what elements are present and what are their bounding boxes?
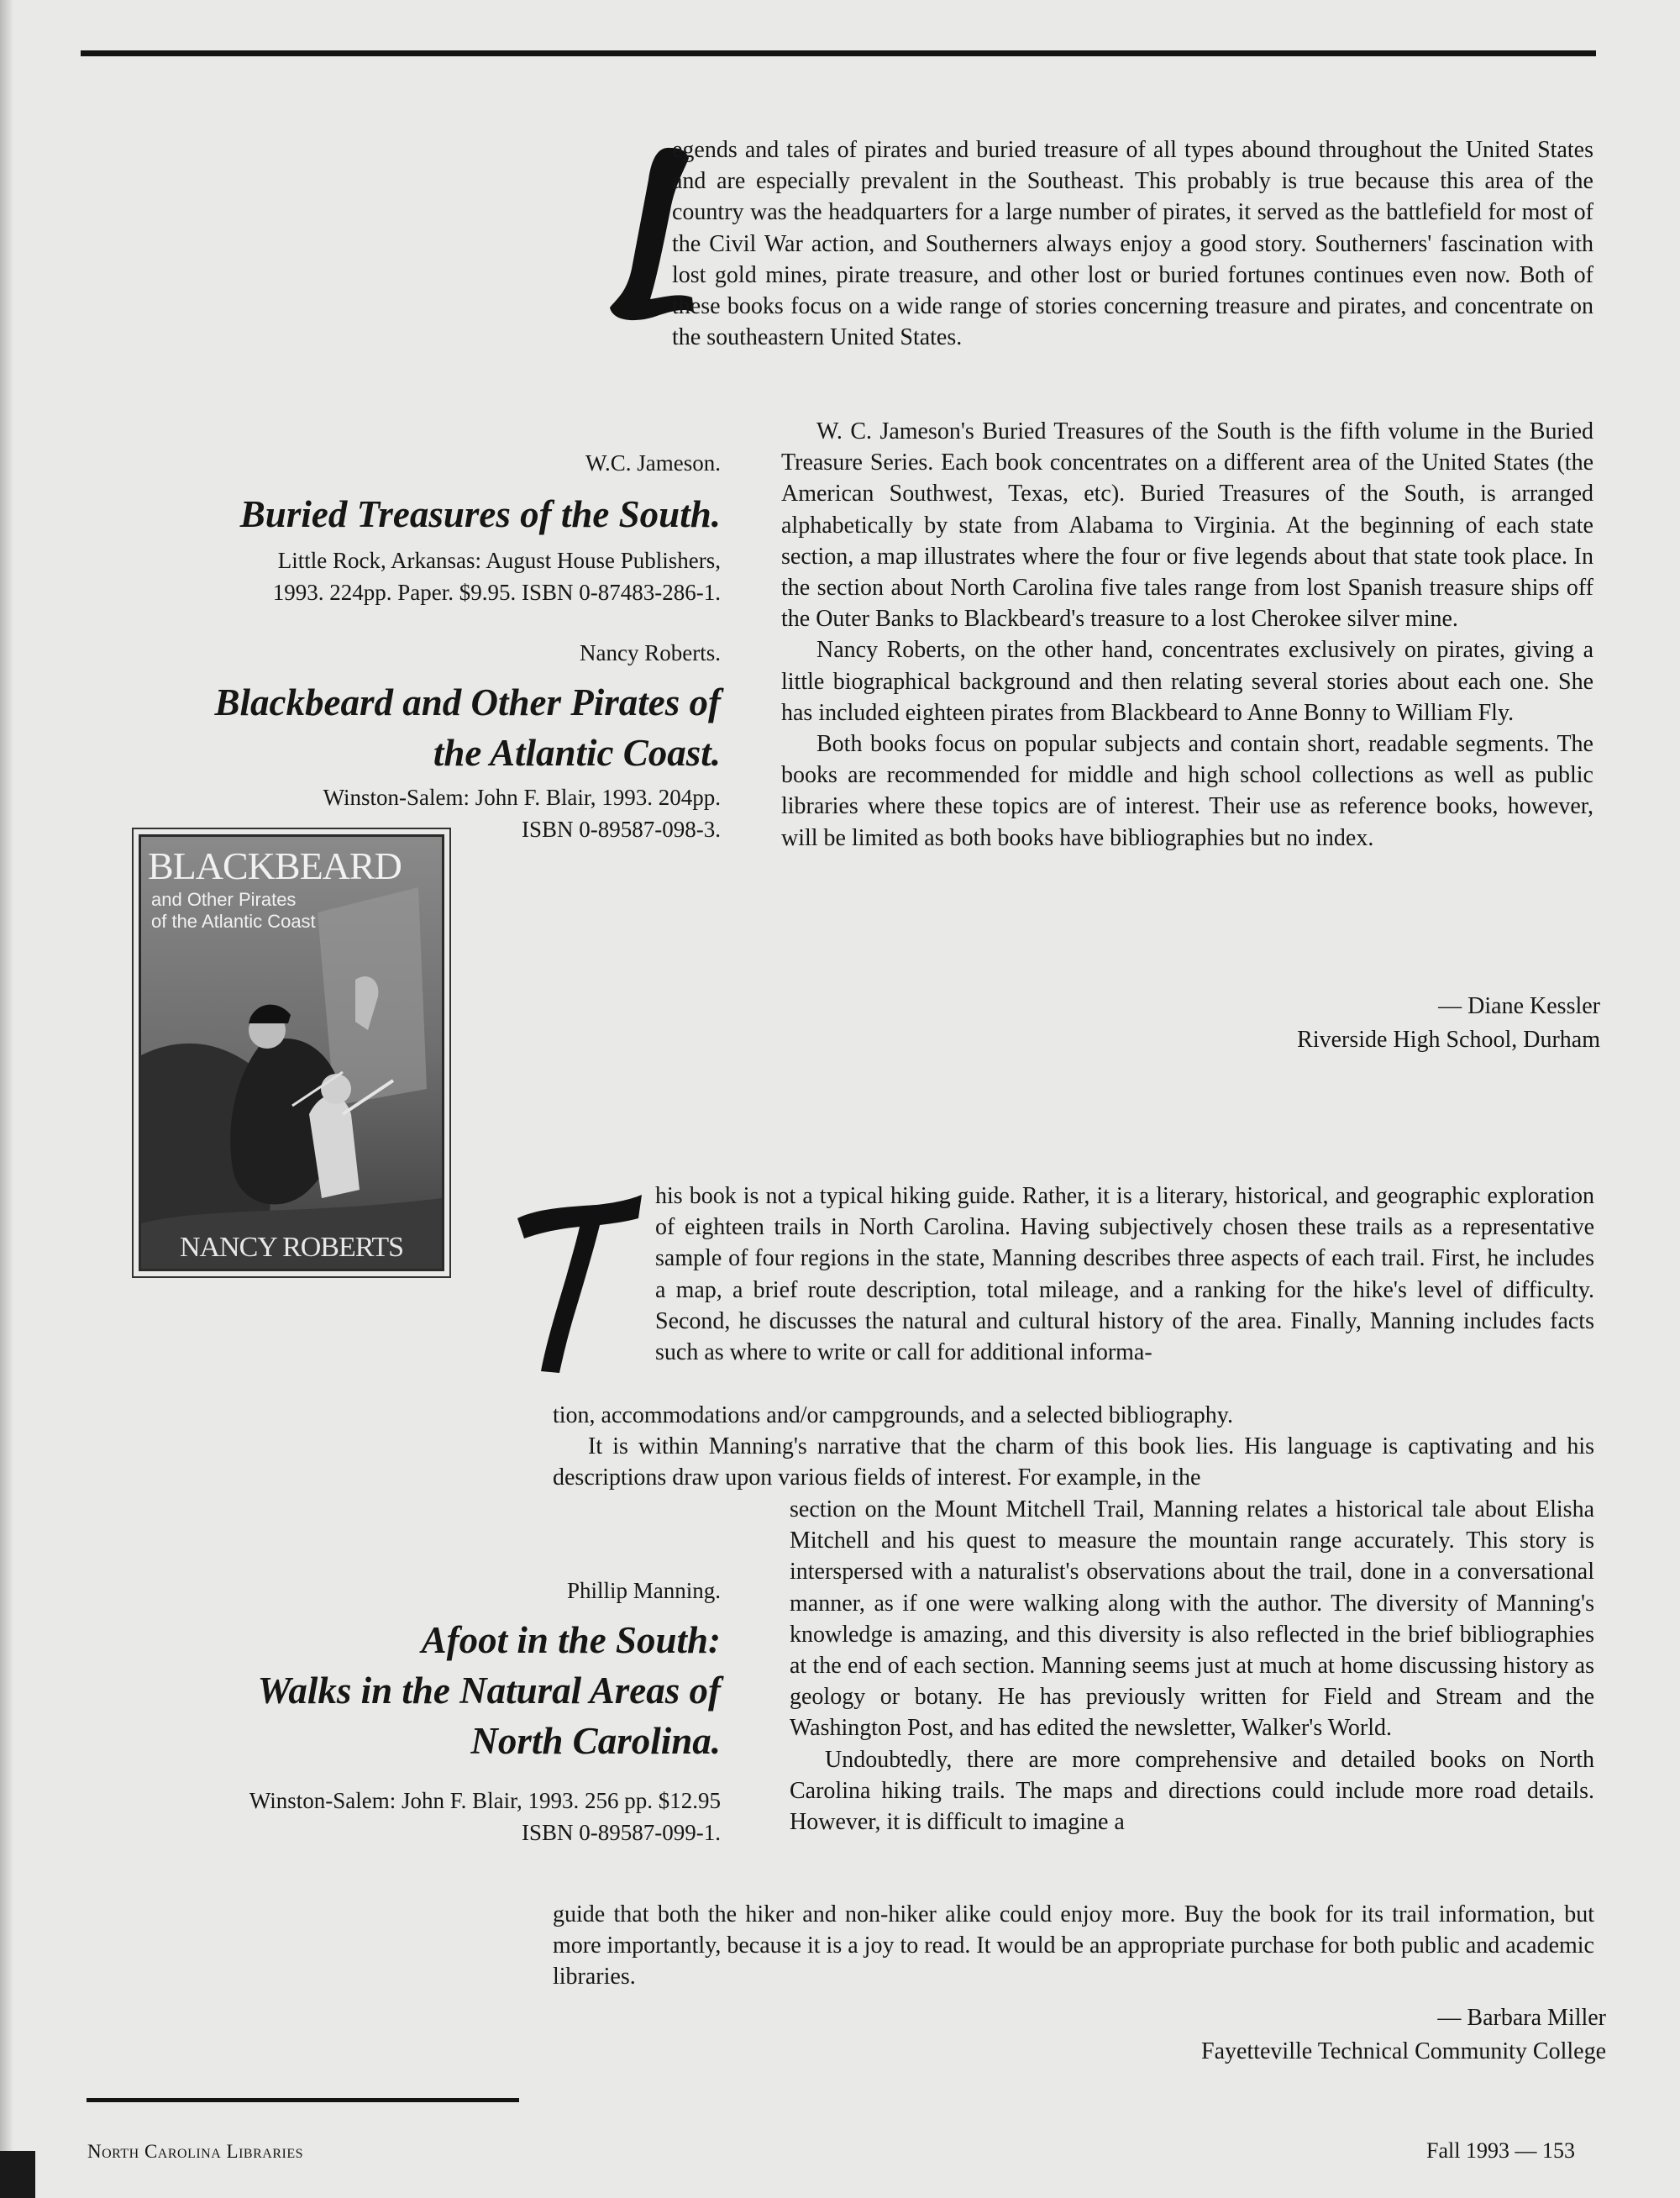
review2-paragraph-2-start: It is within Manning's narrative that the charm of this book lies. His language is captivating and his descriptions draw upon various fields of interest. For example, in the [553,1433,1594,1491]
review2-affiliation: Fayetteville Technical Community College [1201,2038,1606,2064]
review2-signature-block [1008,2001,1606,2069]
review2-author: Phillip Manning. [566,1578,721,1603]
cover-subtitle-line-1: and Other Pirates [151,889,297,910]
review2-paragraph-3-end-block [553,1899,1594,1993]
cover-title: BLACKBEARD [148,844,402,887]
review1-pub-line-2: 1993. 224pp. Paper. $9.95. ISBN 0-87483-286-1. [272,580,721,605]
review1b-author: Nancy Roberts. [580,640,721,665]
bottom-rule [87,2098,519,2102]
review1b-biblio [76,635,721,845]
review2-paragraph-1-wrapped [655,1181,1594,1368]
review1-signature: — Diane Kessler [1438,993,1600,1019]
review2-signature: — Barbara Miller [1437,2005,1606,2031]
page-corner-shadow [0,2151,35,2198]
review2-title-line-3: North Carolina. [470,1720,721,1762]
dropcap-t-glyph [512,1193,647,1378]
top-rule [81,50,1596,56]
footer-page-number: Fall 1993 — 153 [1426,2138,1575,2163]
review2-narrow-column [790,1494,1594,1838]
review1-paragraph-3: Nancy Roberts, on the other hand, concentrates exclusively on pirates, giving a little biographical background and then relating several stories about each one. She has included eighteen pirates from Blackbeard to Anne Bonny to William Fly. [781,637,1593,726]
review1-body [672,134,1593,353]
review2-biblio [76,1573,721,1848]
review1-body-continued [781,416,1593,854]
review2-paragraph-3-end: guide that both the hiker and non-hiker alike could enjoy more. Buy the book for its trail information, but more importantly, because it is a joy to read. It would be an appropriate purchase for both public and academic libraries. [553,1901,1594,1990]
review2-pub-line-1: Winston-Salem: John F. Blair, 1993. 256 pp. $12.95 [249,1788,721,1813]
cover-subtitle [151,889,316,933]
review2-paragraph-1-tail-block [553,1400,1594,1494]
review2-paragraph-3-start: Undoubtedly, there are more comprehensive and detailed books on North Carolina hiking trails. The maps and directions could include more road details. However, it is difficult to imagine a [790,1746,1594,1836]
review2-paragraph-2-continued: section on the Mount Mitchell Trail, Manning relates a historical tale about Elisha Mitchell and his quest to measure the mountain range accurately. This story is interspersed with a naturalist's observations about the trail, done in a conversational manner, as if one were walking along with the author. The diversity of Manning's knowledge is amazing, and this diversity is also reflected in the brief bibliographies at the end of each section. Manning seems just at much at home discussing history as geology or botany. He has previously written for Field and Stream and the Washington Post, and has edited the newsletter, Walker's World. [790,1496,1594,1742]
review1-title: Buried Treasures of the South. [239,493,721,535]
review1-biblio [76,445,721,608]
page-edge-shadow [0,0,13,2198]
review1-paragraph-4: Both books focus on popular subjects and contain short, readable segments. The books are recommended for middle and high school collections as well as public libraries where these topics are of interest. Their use as reference books, however, will be limited as both books have bibliographies but no index. [781,731,1593,851]
dropcap-t [512,1193,647,1380]
cover-author: NANCY ROBERTS [179,1232,404,1263]
review2-paragraph-1: his book is not a typical hiking guide. Rather, it is a literary, historical, and geographic exploration of eighteen trails in North Carolina. Having subjectively chosen these trails as a representative sample of four regions in the state, Manning describes three aspects of each trail. First, he includes a map, a brief route description, total mileage, and a ranking for the hike's level of difficulty. Second, he discusses the natural and cultural history of the area. Finally, Manning includes facts such as where to write or call for additional informa- [655,1183,1594,1366]
review1-signature-block [1092,990,1600,1057]
review1b-pub-line-1: Winston-Salem: John F. Blair, 1993. 204pp. [323,785,721,810]
review1b-pub-line-2: ISBN 0-89587-098-3. [522,817,721,842]
review1-paragraph-1: egends and tales of pirates and buried treasure of all types abound throughout the United States and are especially prevalent in the Southeast. This probably is true because this area of the country was the headquarters for a large number of pirates, it served as the battlefield for most of the Civil War action, and Southerners always enjoy a good story. Southerners' fascination with lost gold mines, pirate treasure, and other lost or buried fortunes continues even now. Both of these books focus on a wide range of stories concerning treasure and pirates, and concentrate on the southeastern United States. [672,137,1593,351]
review2-title-line-1: Afoot in the South: [421,1619,721,1661]
cover-subtitle-line-2: of the Atlantic Coast [151,911,316,932]
review1b-title-line-1: Blackbeard and Other Pirates of [214,681,721,723]
review2-pub-line-2: ISBN 0-89587-099-1. [522,1820,721,1845]
review1-paragraph-2: W. C. Jameson's Buried Treasures of the South is the fifth volume in the Buried Treasure Series. Each book concentrates on a different area of the United States (the American Southwest, Texas, etc). Buried Treasures of the South, is arranged alphabetically by state from Alabama to Virginia. At the beginning of each state section, a map illustrates where the four or five legends about that state took place. In the section about North Carolina five tales range from lost Spanish treasure ships off the Outer Banks to Blackbeard's treasure to a lost Cherokee silver mine. [781,418,1593,633]
review1-affiliation: Riverside High School, Durham [1297,1027,1600,1053]
footer-journal-name: North Carolina Libraries [87,2141,303,2162]
book-cover-blackbeard [139,834,444,1271]
review1-pub-line-1: Little Rock, Arkansas: August House Publishers, [277,548,721,573]
review1b-title-line-2: the Atlantic Coast. [433,732,721,774]
review2-title-line-2: Walks in the Natural Areas of [257,1670,721,1712]
review1-author: W.C. Jameson. [585,450,721,476]
review2-paragraph-1-tail: tion, accommodations and/or campgrounds, and a selected bibliography. [553,1402,1233,1428]
